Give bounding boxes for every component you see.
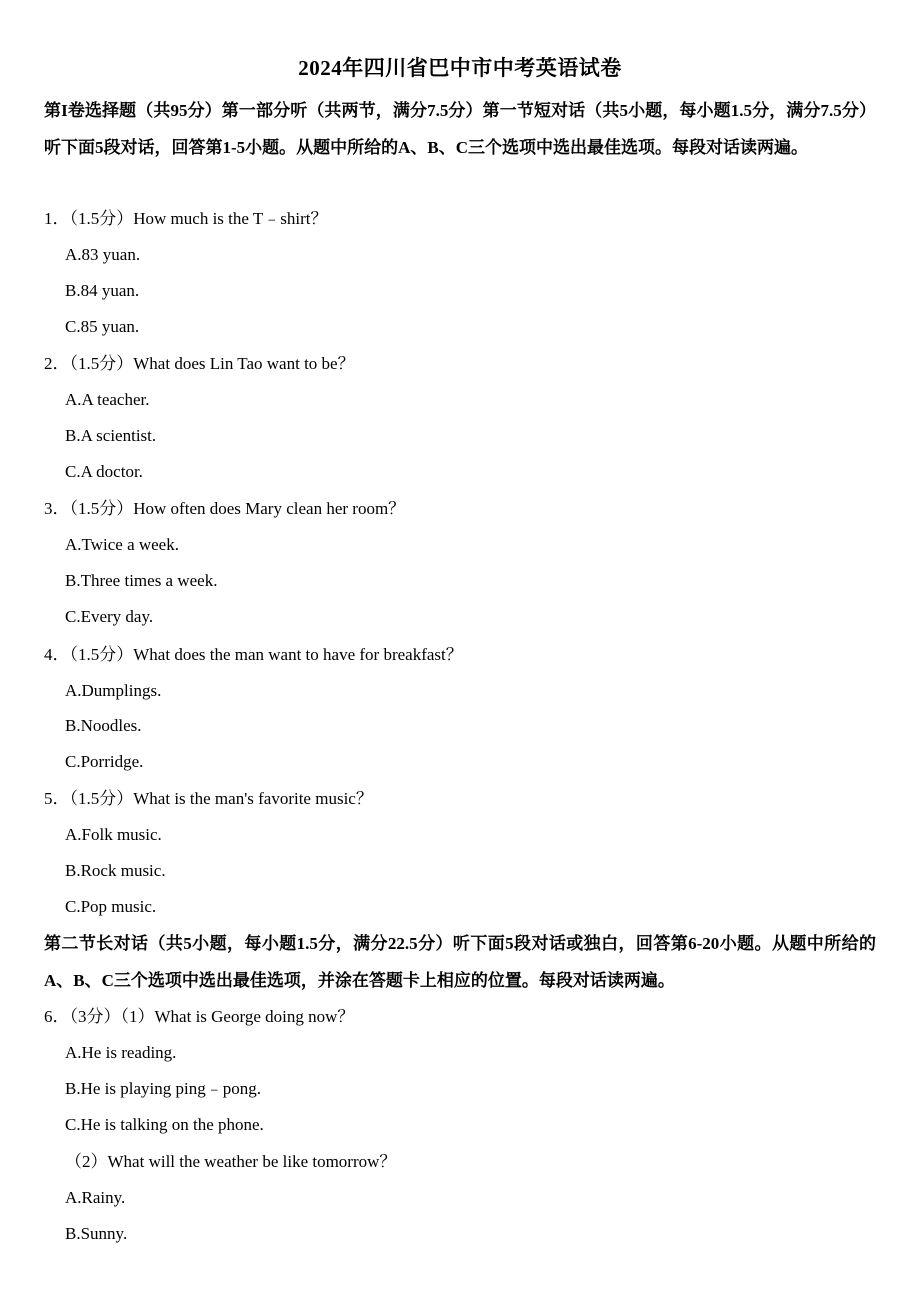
question-6-option-c: C.He is talking on the phone. <box>65 1115 264 1134</box>
question-6-option-b: B.He is playing ping﹣pong. <box>65 1079 261 1098</box>
question-5-option-b: B.Rock music. <box>65 861 166 880</box>
question-3-option-a: A.Twice a week. <box>65 535 179 554</box>
question-4-option-b: B.Noodles. <box>65 716 142 735</box>
question-6-sub-stem: （2）What will the weather be like tomorrow？ <box>65 1152 397 1171</box>
page-title: 2024年四川省巴中市中考英语试卷 <box>298 56 622 80</box>
question-1-option-a: A.83 yuan. <box>65 245 141 264</box>
question-4-option-a: A.Dumplings. <box>65 681 162 700</box>
question-5-option-c: C.Pop music. <box>65 897 157 916</box>
question-3-option-b: B.Three times a week. <box>65 571 218 590</box>
question-6-sub-option-a: A.Rainy. <box>65 1188 126 1207</box>
part2-instructions: 第二节长对话（共5小题，每小题1.5分，满分22.5分）听下面5段对话或独白，回答第6-20小题。从题中所给的A、B、C三个选项中选出最佳选项，并涂在答题卡上相应的位置。每段对话读两遍。 <box>44 934 876 990</box>
question-6-sub-option-b: B.Sunny. <box>65 1224 128 1243</box>
part1-instructions: 第I卷选择题（共95分）第一部分听（共两节，满分7.5分）第一节短对话（共5小题，每小题1.5分，满分7.5分）听下面5段对话，回答第1-5小题。从题中所给的A、B、C三个选项中选出最佳选项。每段对话读两遍。 <box>44 101 876 157</box>
question-2-option-b: B.A scientist. <box>65 426 157 445</box>
question-6-stem: 6．（3分）（1）What is George doing now？ <box>44 1007 355 1026</box>
question-1-stem: 1．（1.5分）How much is the T﹣shirt？ <box>44 209 328 228</box>
question-2-option-a: A.A teacher. <box>65 390 150 409</box>
question-4-stem: 4．（1.5分）What does the man want to have for breakfast？ <box>44 645 463 664</box>
question-3-stem: 3．（1.5分）How often does Mary clean her room？ <box>44 499 406 518</box>
question-5-option-a: A.Folk music. <box>65 825 162 844</box>
question-4-option-c: C.Porridge. <box>65 752 144 771</box>
question-1-option-c: C.85 yuan. <box>65 317 140 336</box>
question-2-stem: 2．（1.5分）What does Lin Tao want to be？ <box>44 354 355 373</box>
question-1-option-b: B.84 yuan. <box>65 281 140 300</box>
question-3-option-c: C.Every day. <box>65 607 154 626</box>
question-2-option-c: C.A doctor. <box>65 462 143 481</box>
question-5-stem: 5．（1.5分）What is the man's favorite music？ <box>44 789 373 808</box>
question-6-option-a: A.He is reading. <box>65 1043 177 1062</box>
